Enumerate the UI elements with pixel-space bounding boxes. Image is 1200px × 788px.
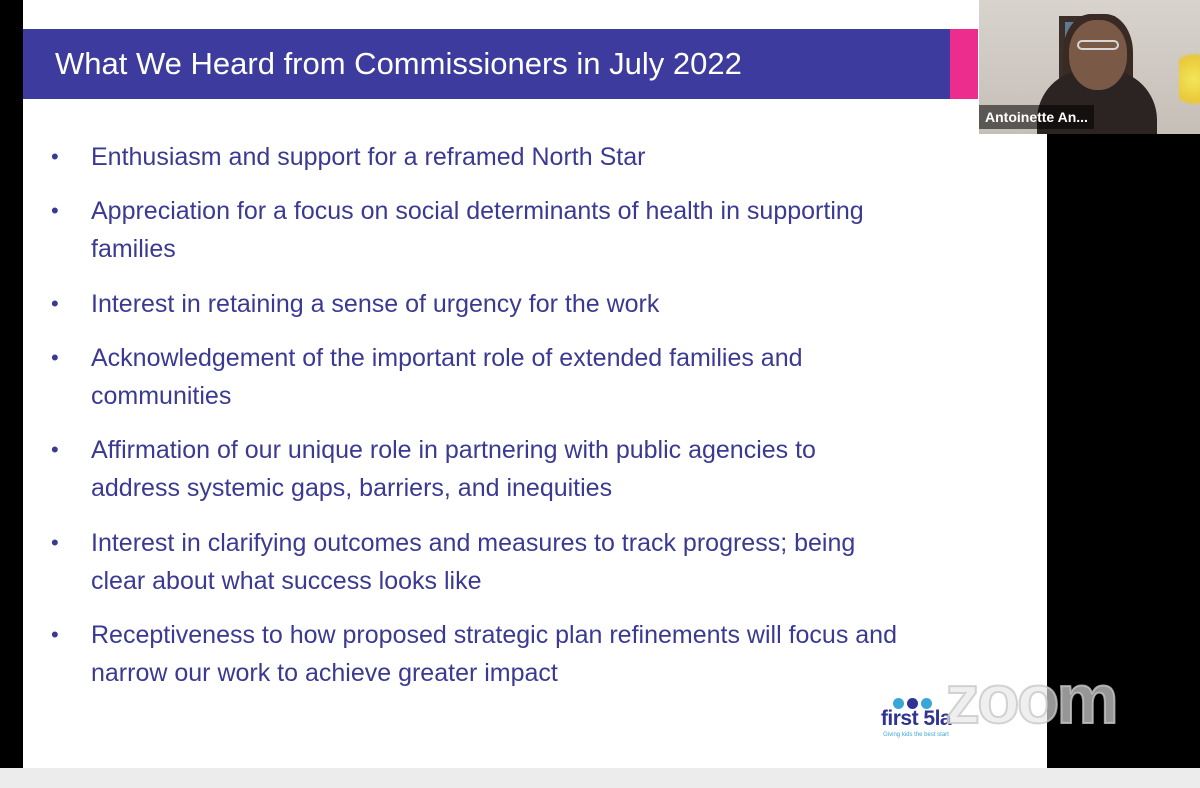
bullet-item [51, 138, 1021, 176]
bullet-marker: • [51, 291, 59, 316]
bullet-line: Appreciation for a focus on social determinants of health in supporting [91, 197, 864, 225]
participant-name-label: Antoinette An... [979, 105, 1094, 129]
zoom-watermark-logo: zoom [945, 660, 1116, 738]
bullet-line: Enthusiasm and support for a reframed North Star [91, 143, 646, 171]
participant-glasses [1077, 40, 1119, 50]
bullet-marker: • [51, 530, 59, 555]
bullet-line: Acknowledgement of the important role of extended families and [91, 344, 803, 372]
bullet-line: Interest in clarifying outcomes and measures to track progress; being [91, 529, 856, 557]
bullet-marker: • [51, 198, 59, 223]
bullet-line: Receptiveness to how proposed strategic plan refinements will focus and [91, 621, 897, 649]
bullet-line: families [91, 235, 176, 263]
yellow-flowers [1179, 44, 1200, 114]
bullet-line: address systemic gaps, barriers, and inequities [91, 474, 613, 502]
participant-video-tile[interactable] [979, 0, 1200, 134]
bullet-marker: • [51, 622, 59, 647]
slide-title: What We Heard from Commissioners in July 2022 [55, 46, 742, 81]
bullet-list [23, 0, 1047, 768]
participant-face [1069, 20, 1127, 90]
bullet-item [51, 431, 1021, 507]
bullet-item [51, 285, 1021, 323]
bullet-item [51, 524, 1021, 600]
presentation-slide [23, 0, 1047, 768]
bullet-item [51, 616, 1021, 692]
bullet-marker: • [51, 437, 59, 462]
bullet-item [51, 339, 1021, 415]
bottom-toolbar-strip [0, 768, 1200, 788]
bullet-line: clear about what success looks like [91, 567, 482, 595]
logo-tagline: Giving kids the best start [883, 732, 949, 738]
logo-wordmark: first 5la [880, 707, 952, 730]
bullet-marker: • [51, 144, 59, 169]
bullet-marker: • [51, 345, 59, 370]
bullet-line: Affirmation of our unique role in partnering with public agencies to [91, 436, 816, 464]
bullet-item [51, 192, 1021, 268]
bullet-line: narrow our work to achieve greater impact [91, 659, 558, 687]
bullet-line: communities [91, 382, 232, 410]
bullet-line: Interest in retaining a sense of urgency for the work [91, 290, 660, 318]
